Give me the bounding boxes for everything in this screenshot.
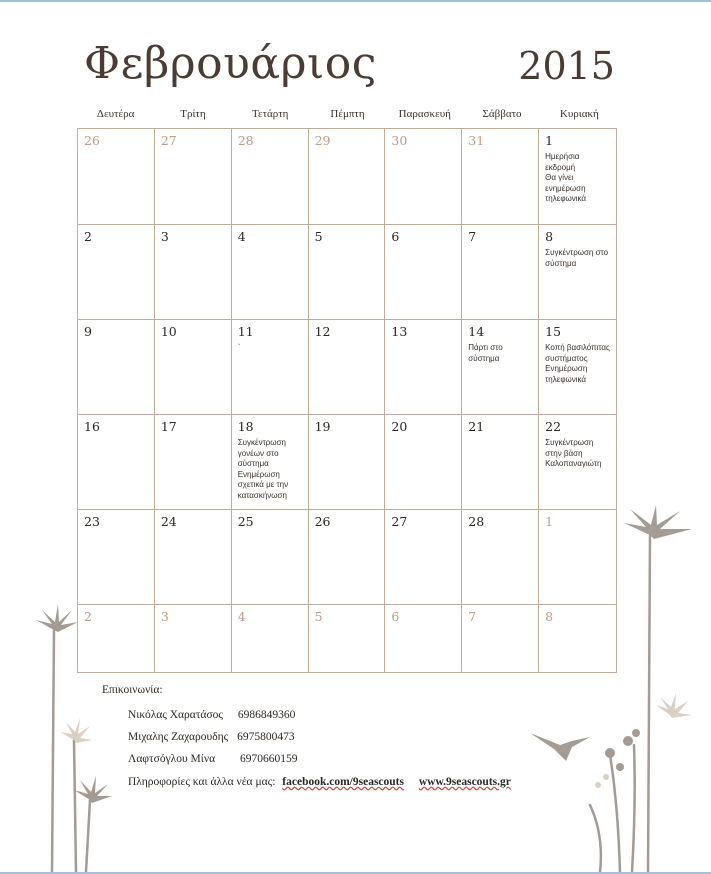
day-number: 4 bbox=[237, 609, 246, 624]
day-number: 27 bbox=[160, 133, 177, 148]
day-number: 12 bbox=[314, 324, 331, 339]
day-number: 13 bbox=[391, 324, 408, 339]
weekday-thu: Πέμπτη bbox=[330, 108, 365, 120]
plant-decoration-right bbox=[520, 505, 711, 872]
day-number: 24 bbox=[160, 514, 177, 529]
contact-person-3 bbox=[128, 753, 297, 765]
day-number: 5 bbox=[314, 229, 323, 244]
calendar-day-cell[interactable] bbox=[232, 225, 309, 320]
calendar-day-cell[interactable] bbox=[309, 320, 386, 415]
month-title: Φεβρουάριος bbox=[84, 38, 377, 89]
year-title: 2015 bbox=[518, 44, 615, 88]
calendar-day-cell[interactable] bbox=[309, 225, 386, 320]
calendar-day-cell[interactable] bbox=[78, 129, 155, 225]
calendar-day-cell[interactable] bbox=[385, 605, 462, 672]
window-top-border bbox=[0, 0, 711, 2]
day-note: Συγκέντρωση γονέων στο σύστημα Ενημέρωση σχετικά με την κατασκήνωση bbox=[237, 438, 289, 500]
day-number: 31 bbox=[468, 133, 485, 148]
day-number: 14 bbox=[468, 324, 485, 339]
calendar-day-cell[interactable] bbox=[232, 129, 309, 225]
weekday-header bbox=[77, 108, 618, 120]
weekday-mon: Δευτέρα bbox=[96, 108, 135, 120]
calendar-day-cell[interactable] bbox=[385, 225, 462, 320]
calendar-day-cell[interactable] bbox=[539, 129, 616, 225]
day-number: 15 bbox=[545, 324, 562, 339]
day-number: 7 bbox=[468, 609, 477, 624]
day-note: Ημερήσια εκδρομή Θα γίνει ενημέρωση τηλεφωνικά bbox=[545, 152, 587, 203]
day-number: 18 bbox=[237, 419, 254, 434]
calendar-day-cell[interactable] bbox=[385, 510, 462, 605]
calendar-day-cell[interactable] bbox=[78, 415, 155, 510]
day-number: 6 bbox=[391, 609, 400, 624]
contact-person-2 bbox=[128, 731, 295, 743]
day-number: 26 bbox=[84, 133, 100, 148]
weekday-wed: Τετάρτη bbox=[251, 108, 289, 120]
calendar-day-cell[interactable] bbox=[155, 225, 232, 320]
day-note: ` bbox=[237, 343, 241, 352]
calendar-day-cell[interactable] bbox=[539, 225, 616, 320]
calendar-day-cell[interactable] bbox=[385, 320, 462, 415]
day-note: Πάρτι στο σύστημα bbox=[468, 343, 503, 363]
calendar-day-cell[interactable] bbox=[78, 320, 155, 415]
website-link[interactable]: www.9seascouts.gr bbox=[418, 776, 511, 788]
weekday-sat: Σάββατο bbox=[482, 108, 522, 120]
calendar-day-cell[interactable] bbox=[385, 415, 462, 510]
day-number: 2 bbox=[84, 609, 92, 624]
day-note: Συγκέντρωση στο σύστημα bbox=[545, 248, 609, 268]
day-number: 28 bbox=[237, 133, 254, 148]
info-label: Πληροφορίες και άλλα νέα μας: bbox=[128, 776, 276, 788]
day-note: Συγκέντρωση στην βάση Καλοπαναγιώτη bbox=[545, 438, 602, 468]
day-number: 23 bbox=[84, 514, 100, 529]
calendar-day-cell[interactable] bbox=[385, 129, 462, 225]
info-line bbox=[128, 776, 511, 788]
day-number: 28 bbox=[468, 514, 485, 529]
calendar-day-cell[interactable] bbox=[232, 605, 309, 672]
day-number: 6 bbox=[391, 229, 400, 244]
calendar-day-cell[interactable] bbox=[462, 129, 539, 225]
day-number: 20 bbox=[391, 419, 408, 434]
calendar-day-cell[interactable] bbox=[232, 510, 309, 605]
day-number: 21 bbox=[468, 419, 485, 434]
day-number: 10 bbox=[160, 324, 177, 339]
weekday-fri: Παρασκευή bbox=[398, 108, 451, 120]
calendar-day-cell[interactable] bbox=[155, 320, 232, 415]
day-number: 29 bbox=[314, 133, 331, 148]
calendar-day-cell[interactable] bbox=[539, 415, 616, 510]
calendar-day-cell[interactable] bbox=[309, 510, 386, 605]
contact-name: Μιχαλης Ζαχαρουδης bbox=[128, 731, 229, 743]
day-number: 1 bbox=[545, 514, 554, 529]
contact-phone[interactable]: 6975800473 bbox=[237, 731, 295, 743]
weekday-sun: Κυριακή bbox=[559, 108, 599, 120]
day-number: 16 bbox=[84, 419, 100, 434]
day-number: 3 bbox=[160, 609, 169, 624]
day-number: 22 bbox=[545, 419, 562, 434]
plant-decoration-left bbox=[28, 600, 118, 872]
calendar-day-cell[interactable] bbox=[78, 510, 155, 605]
day-number: 8 bbox=[545, 229, 554, 244]
day-number: 1 bbox=[545, 133, 554, 148]
calendar-day-cell[interactable] bbox=[462, 225, 539, 320]
calendar-day-cell[interactable] bbox=[155, 129, 232, 225]
day-number: 7 bbox=[468, 229, 477, 244]
calendar-day-cell[interactable] bbox=[462, 320, 539, 415]
day-number: 2 bbox=[84, 229, 92, 244]
weekday-tue: Τρίτη bbox=[180, 108, 206, 120]
day-number: 27 bbox=[391, 514, 408, 529]
day-number: 19 bbox=[314, 419, 331, 434]
day-number: 25 bbox=[237, 514, 254, 529]
day-number: 11 bbox=[237, 324, 254, 339]
calendar-day-cell[interactable] bbox=[309, 129, 386, 225]
day-note: Κοπή βασιλόπιτας συστήματος Ενημέρωση τηλεφωνικά bbox=[545, 343, 610, 384]
day-number: 8 bbox=[545, 609, 554, 624]
calendar-day-cell[interactable] bbox=[155, 415, 232, 510]
day-number: 30 bbox=[391, 133, 408, 148]
day-number: 17 bbox=[160, 419, 177, 434]
calendar-day-cell[interactable] bbox=[309, 415, 386, 510]
calendar-day-cell[interactable] bbox=[155, 510, 232, 605]
calendar-day-cell[interactable] bbox=[462, 415, 539, 510]
calendar-day-cell[interactable] bbox=[78, 225, 155, 320]
calendar-day-cell[interactable] bbox=[232, 415, 309, 510]
contact-phone[interactable]: 6970660159 bbox=[239, 753, 298, 765]
day-number: 4 bbox=[237, 229, 246, 244]
day-number: 3 bbox=[160, 229, 169, 244]
contact-name: Λαφτσόγλου Μίνα bbox=[128, 753, 216, 765]
calendar-day-cell[interactable] bbox=[309, 605, 386, 672]
facebook-link[interactable]: facebook.com/9seascouts bbox=[282, 776, 404, 788]
calendar-day-cell[interactable] bbox=[232, 320, 309, 415]
day-number: 5 bbox=[314, 609, 323, 624]
contact-name: Νικόλας Χαρατάσος bbox=[128, 709, 223, 721]
contact-person-1 bbox=[128, 709, 295, 721]
day-number: 9 bbox=[84, 324, 92, 339]
contact-title: Επικοινωνία: bbox=[102, 684, 163, 696]
calendar-day-cell[interactable] bbox=[539, 320, 616, 415]
contact-phone[interactable]: 6986849360 bbox=[237, 709, 296, 721]
day-number: 26 bbox=[314, 514, 331, 529]
calendar-day-cell[interactable] bbox=[155, 605, 232, 672]
